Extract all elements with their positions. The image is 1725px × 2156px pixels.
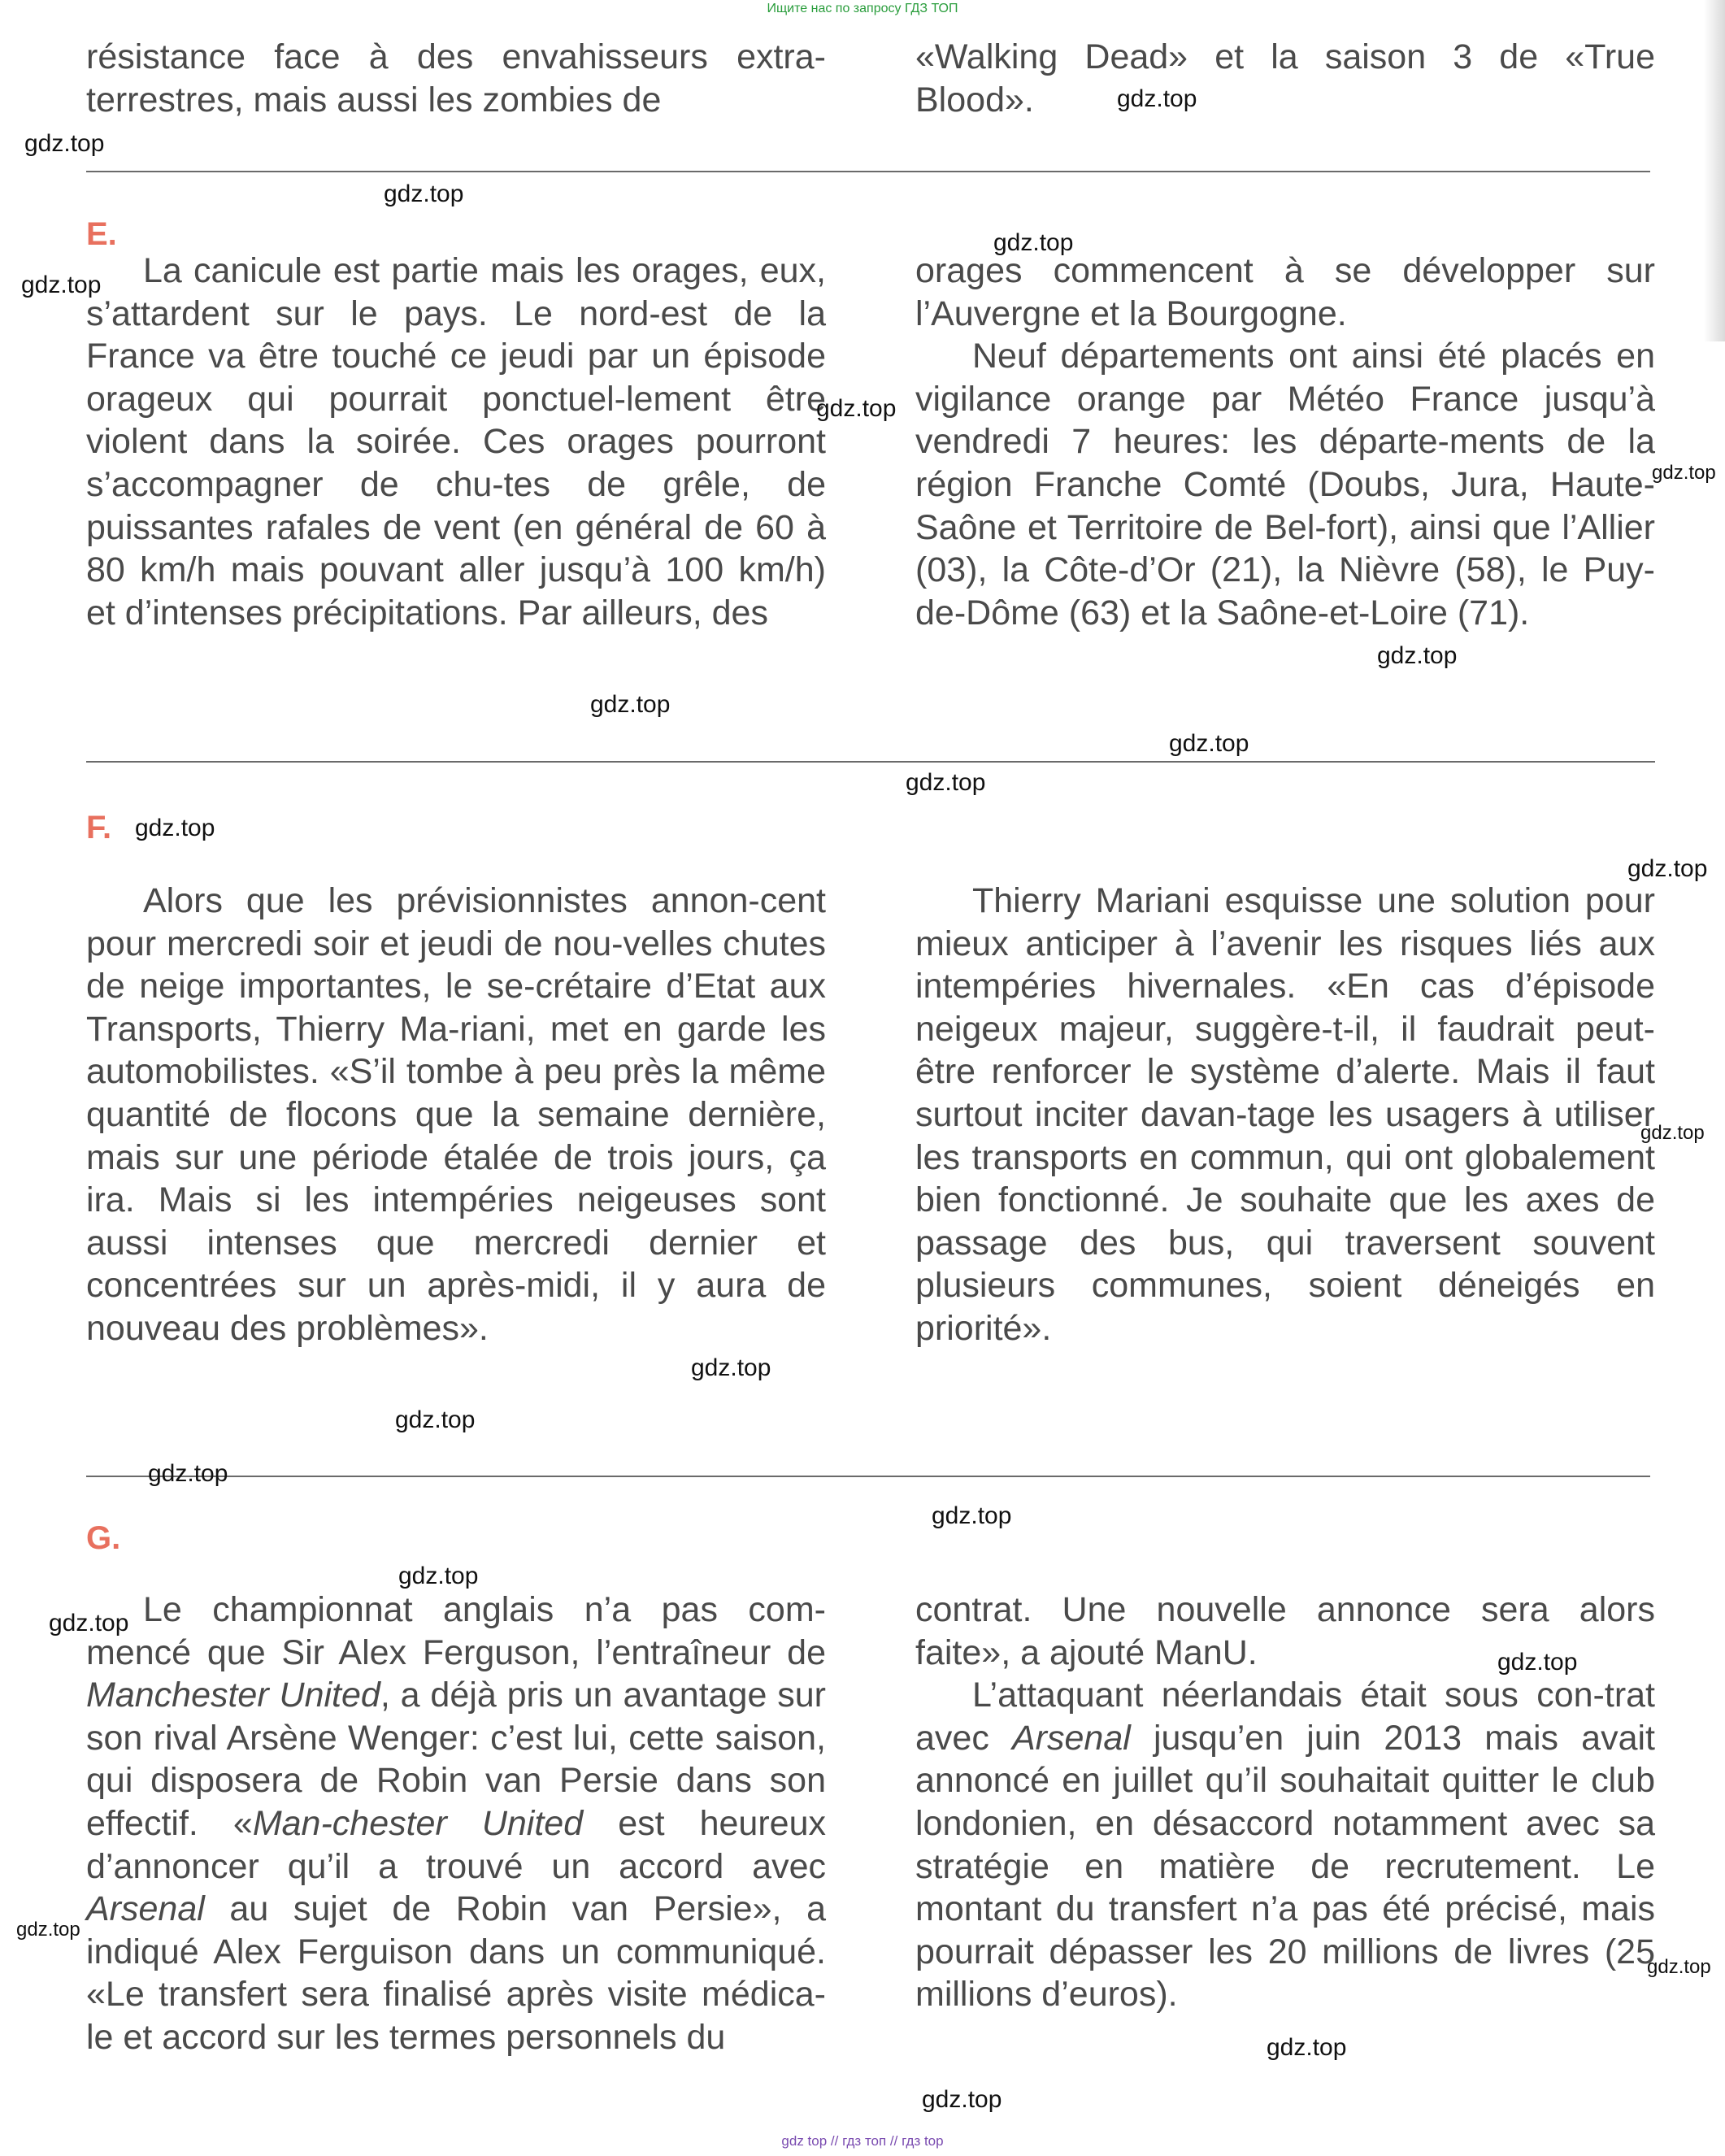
watermark: gdz.top: [691, 1354, 771, 1381]
section-f-right-text: Thierry Mariani esquisse une solution pour mieux anticiper à l’avenir les risques liés aux intempéries hivernales. «En cas d’épisode neigeux majeur, suggère-t-il, il faudrait peut-être renforcer le système d’alerte. Mais il faut surtout inciter davan-tage les usagers à utiliser les transports en commun, qui ont globalement bien fonctionné. Je souhaite que les axes de passage des bus, qui traversent souvent plusieurs communes, soient déneigés en priorité».: [915, 881, 1655, 1348]
page-edge-shadow: [1704, 0, 1725, 341]
section-g-right-text-2: L’attaquant néerlandais était sous con-trat avec Arsenal jusqu’en juin 2013 mais avait annoncé en juillet qu’il souhaitait quitter le club londonien, en désaccord notamment avec sa stratégie en matière de recrutement. Le montant du transfert n’a pas été précisé, mais pourrait dépasser les 20 millions de livres (25 millions d’euros).: [915, 1676, 1656, 2015]
divider-1: [86, 171, 1650, 172]
section-e-left-column: [86, 250, 826, 634]
watermark: gdz.top: [384, 180, 464, 207]
watermark: gdz.top: [398, 1563, 479, 1589]
watermark: gdz.top: [993, 229, 1074, 256]
watermark: gdz.top: [148, 1460, 228, 1487]
watermark: gdz.top: [1652, 462, 1716, 484]
watermark: gdz.top: [922, 2086, 1002, 2113]
watermark: gdz.top: [1627, 855, 1708, 882]
section-g-left-column: [86, 1589, 826, 2059]
watermark: gdz.top: [1377, 642, 1458, 669]
section-e-left-text: La canicule est partie mais les orages, eux, s’attardent sur le pays. Le nord-est de la France va être touché ce jeudi par un épisode orageux qui pourrait ponctuel-lement être violent dans la soirée. Ces orages pourront s’accompagner de chu-tes de grêle, de puissantes rafales de vent (en général de 60 à 80 km/h mais pouvant aller jusqu’à 100 km/h) et d’intenses précipitations. Par ailleurs, des: [86, 251, 826, 632]
section-g-right-text-1: contrat. Une nouvelle annonce sera alors faite», a ajouté ManU.: [915, 1590, 1655, 1672]
watermark: gdz.top: [1647, 1956, 1711, 1978]
section-g-left-text: Le championnat anglais n’a pas com-mencé que Sir Alex Ferguson, l’entraîneur de Manchester United, a déjà pris un avantage sur son rival Arsène Wenger: c’est lui, cette saison, qui disposera de Robin van Persie dans son effectif. «Man-chester United est heureux d’annoncer qu’il a trouvé un accord avec Arsenal au sujet de Robin van Persie», a indiqué Alex Ferguison dans un communiqué. «Le transfert sera finalisé après visite médica-le et accord sur les termes personnels du: [86, 1590, 826, 2057]
section-e-right-text-1: orages commencent à se développer sur l’Auvergne et la Bourgogne.: [915, 251, 1655, 333]
watermark: gdz.top: [1640, 1122, 1705, 1144]
watermark: gdz.top: [1497, 1649, 1578, 1676]
watermark: gdz.top: [49, 1610, 129, 1637]
watermark: gdz.top: [590, 691, 671, 718]
watermark: gdz.top: [21, 272, 102, 298]
divider-2: [86, 761, 1655, 763]
section-e-right-column: [915, 250, 1655, 634]
watermark: gdz.top: [395, 1406, 476, 1433]
section-f-right-column: [915, 880, 1655, 1350]
watermark: gdz.top: [1169, 730, 1249, 757]
section-e-right-text-2: Neuf départements ont ainsi été placés en vigilance orange par Météo France jusqu’à vendredi 7 heures: les départe-ments de la région Franche Comté (Doubs, Jura, Haute-Saône et Territoire de Bel-fort), ainsi que l’Allier (03), la Côte-d’Or (21), la Nièvre (58), le Puy-de-Dôme (63) et la Saône-et-Loire (71).: [915, 337, 1655, 632]
section-f-left-column: [86, 880, 826, 1350]
watermark: gdz.top: [932, 1502, 1012, 1529]
section-f-left-text: Alors que les prévisionnistes annon-cent pour mercredi soir et jeudi de nou-velles chutes de neige importantes, le se-crétaire d’Etat aux Transports, Thierry Ma-riani, met en garde les automobilistes. «S’il tombe à peu près la même quantité de flocons que la semaine dernière, mais sur une période étalée de trois jours, ça ira. Mais si les intempéries neigeuses sont aussi intenses que mercredi dernier et concentrées sur un après-midi, il y aura de nouveau des problèmes».: [86, 881, 826, 1348]
divider-3: [86, 1476, 1650, 1477]
top-left-column: [86, 36, 826, 121]
section-letter-e: E.: [86, 216, 117, 252]
watermark: gdz.top: [906, 769, 986, 796]
top-right-text: «Walking Dead» et la saison 3 de «True Blood».: [915, 37, 1655, 120]
watermark: gdz.top: [1267, 2034, 1347, 2061]
top-left-text: résistance face à des envahisseurs extra-terrestres, mais aussi les zombies de: [86, 37, 826, 120]
watermark: gdz.top: [816, 395, 897, 422]
footer-links[interactable]: gdz top // гдз топ // гдз top: [781, 2133, 944, 2149]
watermark: gdz.top: [24, 130, 105, 157]
watermark: gdz.top: [1117, 85, 1197, 112]
watermark: gdz.top: [16, 1919, 80, 1941]
section-letter-f: F.: [86, 810, 112, 845]
top-right-column: [915, 36, 1655, 121]
search-banner[interactable]: Ищите нас по запросу ГДЗ ТОП: [767, 2, 958, 15]
section-letter-g: G.: [86, 1520, 121, 1556]
watermark: gdz.top: [135, 815, 215, 841]
